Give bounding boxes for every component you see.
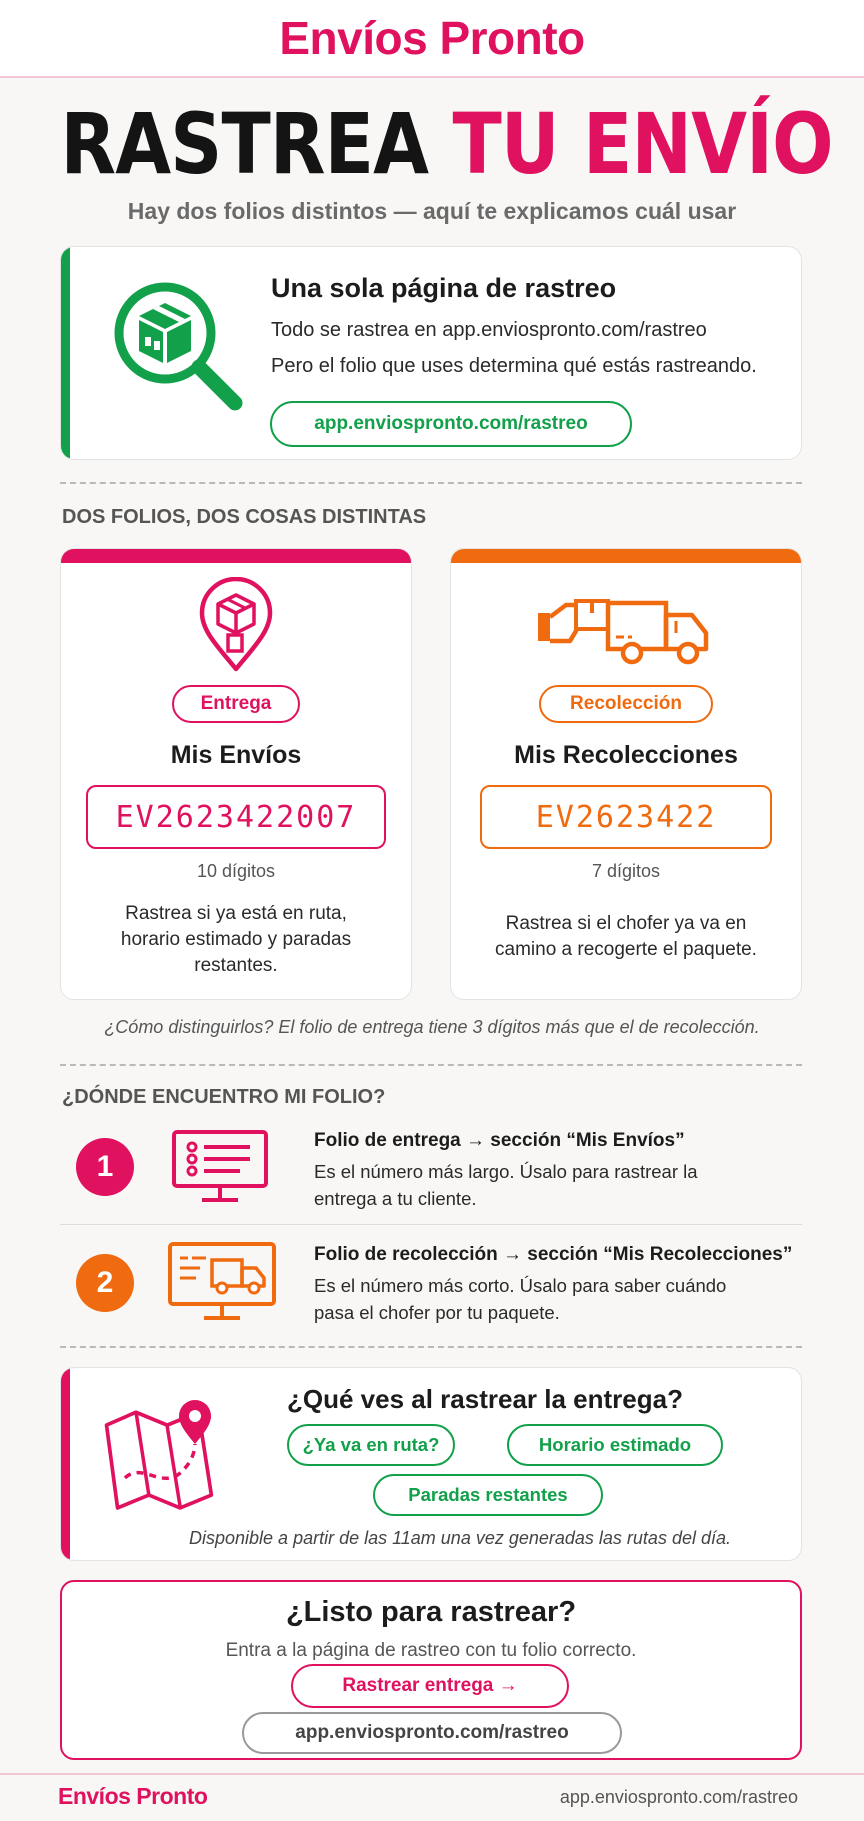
step-title: Folio de recolección → sección “Mis Recolecciones”: [314, 1244, 793, 1265]
folio-code-example: EV2623422007: [86, 785, 386, 849]
title-rastrea: RASTREA: [60, 95, 429, 193]
card-top-strip: [451, 549, 801, 563]
single-tracking-page-card: [60, 246, 802, 460]
chip-horario-estimado: Horario estimado: [507, 1424, 723, 1466]
section-label-folios: DOS FOLIOS, DOS COSAS DISTINTAS: [62, 506, 427, 528]
card-line-1: Todo se rastrea en app.enviospronto.com/rastreo: [271, 319, 707, 341]
cta-card: [60, 1580, 802, 1760]
tracking-url-link[interactable]: app.enviospronto.com/rastreo: [270, 401, 632, 447]
header-bar: [0, 0, 864, 78]
step-description: Es el número más corto. Úsalo para saber cuándo pasa el chofer por tu paquete.: [314, 1275, 727, 1323]
card-line-2: Pero el folio que uses determina qué estás rastreando.: [271, 355, 757, 377]
divider: [60, 1346, 802, 1348]
chip-en-ruta: ¿Ya va en ruta?: [287, 1424, 455, 1466]
title-tu-envio: TU ENVÍO: [452, 95, 833, 193]
tag-entrega: Entrega: [172, 685, 300, 723]
availability-note: Disponible a partir de las 11am una vez generadas las rutas del día.: [189, 1528, 731, 1548]
monitor-truck-icon: [166, 1240, 278, 1322]
step-number: 2: [76, 1254, 134, 1312]
track-delivery-button[interactable]: Rastrear entrega →: [291, 1664, 569, 1708]
step-separator: [60, 1224, 802, 1225]
card-title: Una sola página de rastreo: [271, 273, 617, 303]
page-title: [60, 95, 833, 193]
digit-count: 7 dígitos: [591, 861, 661, 881]
magnifier-package-icon: [103, 271, 253, 421]
distinguish-note: ¿Cómo distinguirlos? El folio de entrega tiene 3 dígitos más que el de recolección.: [104, 1017, 760, 1037]
step-description: Es el número más largo. Úsalo para rastrear la entrega a tu cliente.: [314, 1161, 698, 1209]
location-pin-package-icon: [196, 577, 276, 673]
step-number: 1: [76, 1138, 134, 1196]
brand-logo: Envíos Pronto: [279, 12, 585, 64]
cta-subtitle: Entra a la página de rastreo con tu folio correcto.: [225, 1640, 637, 1661]
folio-card-title: Mis Envíos: [170, 741, 302, 769]
tag-recoleccion: Recolección: [539, 685, 713, 723]
folio-card-title: Mis Recolecciones: [514, 741, 738, 769]
footer-url[interactable]: app.enviospronto.com/rastreo: [559, 1787, 798, 1807]
folio-card-entrega: [60, 548, 412, 1000]
card-accent: [61, 247, 70, 459]
divider: [60, 482, 802, 484]
cta-title: ¿Listo para rastrear?: [285, 1596, 577, 1628]
folio-card-description: Rastrea si ya está en ruta, horario estimado y paradas restantes.: [120, 903, 352, 976]
folio-card-recoleccion: [450, 548, 802, 1000]
divider: [60, 1064, 802, 1066]
tracking-url-button[interactable]: app.enviospronto.com/rastreo: [242, 1712, 622, 1754]
hand-package-truck-icon: [536, 593, 716, 669]
section-label-where: ¿DÓNDE ENCUENTRO MI FOLIO?: [62, 1086, 386, 1108]
digit-count: 10 dígitos: [196, 861, 276, 881]
card-title: ¿Qué ves al rastrear la entrega?: [287, 1384, 683, 1414]
folio-card-description: Rastrea si el chofer ya va en camino a recogerte el paquete.: [495, 913, 757, 960]
folio-code-example: EV2623422: [480, 785, 772, 849]
map-pin-icon: [101, 1392, 231, 1522]
tracking-features-card: [60, 1367, 802, 1561]
page-subtitle: Hay dos folios distintos — aquí te explicamos cuál usar: [127, 198, 737, 224]
card-top-strip: [61, 549, 411, 563]
footer-brand: Envíos Pronto: [58, 1783, 208, 1809]
card-accent: [61, 1368, 70, 1560]
monitor-list-icon: [170, 1128, 270, 1204]
hero: [0, 96, 864, 192]
footer: [0, 1773, 864, 1821]
step-title: Folio de entrega → sección “Mis Envíos”: [314, 1130, 685, 1151]
chip-paradas-restantes: Paradas restantes: [373, 1474, 603, 1516]
